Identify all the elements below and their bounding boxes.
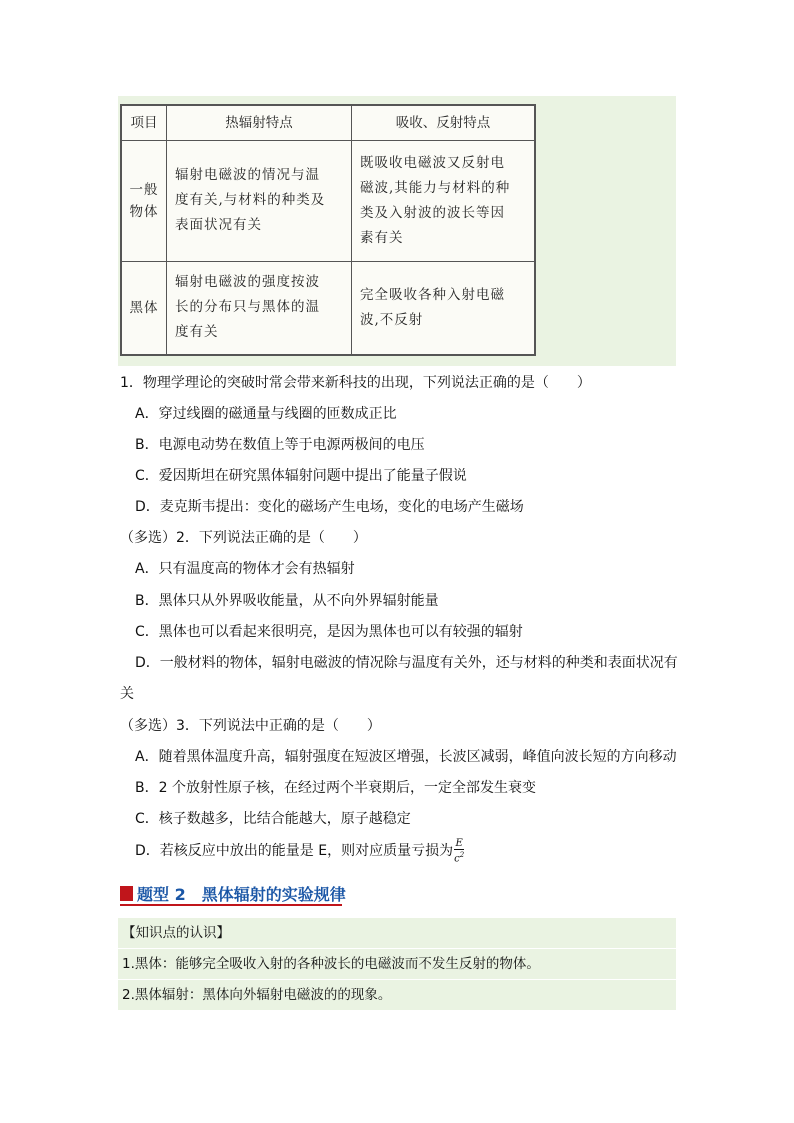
table-header-item: 项目 <box>122 106 167 141</box>
table-cell-item <box>122 141 167 262</box>
table-cell-thermal <box>167 261 352 354</box>
red-square-icon <box>120 886 133 901</box>
question-3-stem: （多选）3．下列说法中正确的是（ ） <box>120 718 381 734</box>
knowledge-item-1: 1.黑体：能够完全吸收入射的各种波长的电磁波而不发生反射的物体。 <box>122 956 540 972</box>
question-2-option-c: C．黑体也可以看起来很明亮，是因为黑体也可以有较强的辐射 <box>135 624 523 640</box>
section-title: 题型 2 黑体辐射的实验规律 <box>137 884 346 904</box>
cell-line: 类及入射波的波长等因 <box>360 204 505 221</box>
cell-line: 素有关 <box>360 229 404 246</box>
knowledge-header-row <box>118 918 676 948</box>
question-3-option-b: B．2 个放射性原子核，在经过两个半衰期后，一定全部发生衰变 <box>135 780 536 796</box>
question-3-option-c: C．核子数越多，比结合能越大，原子越稳定 <box>135 811 411 827</box>
cell-line: 度有关,与材料的种类及 <box>175 192 326 209</box>
question-3-option-d <box>135 838 464 864</box>
cell-line: 长的分布只与黑体的温 <box>175 299 320 316</box>
table-header-absorb: 吸收、反射特点 <box>352 106 535 141</box>
question-3-option-a: A．随着黑体温度升高，辐射强度在短波区增强，长波区减弱，峰值向波长短的方向移动 <box>135 749 677 765</box>
table-cell-thermal <box>167 141 352 262</box>
cell-line: 度有关 <box>175 324 219 341</box>
item-line: 一般 <box>129 181 159 198</box>
cell-line: 既吸收电磁波又反射电 <box>360 154 505 171</box>
question-2-stem: （多选）2．下列说法正确的是（ ） <box>120 530 367 546</box>
cell-line: 波,不反射 <box>360 311 424 328</box>
question-1-stem: 1．物理学理论的突破时常会带来新科技的出现，下列说法正确的是（ ） <box>120 375 591 391</box>
table-cell-absorb <box>352 261 535 354</box>
knowledge-item-row <box>118 980 676 1010</box>
heading-underline <box>120 904 342 906</box>
fraction-denominator <box>454 850 464 864</box>
radiation-comparison-table <box>120 104 536 356</box>
knowledge-item-row <box>118 949 676 979</box>
fraction-exponent: 2 <box>459 851 465 859</box>
fraction-denominator-base: c <box>454 853 460 865</box>
knowledge-header: 【知识点的认识】 <box>122 925 230 941</box>
cell-line: 完全吸收各种入射电磁 <box>360 286 505 303</box>
question-1-option-c: C．爱因斯坦在研究黑体辐射问题中提出了能量子假说 <box>135 468 467 484</box>
section-heading <box>120 882 346 904</box>
question-2-option-b: B．黑体只从外界吸收能量，从不向外界辐射能量 <box>135 593 439 609</box>
question-2-option-d-continuation: 关 <box>120 686 134 702</box>
item-line: 物体 <box>129 203 159 220</box>
table-cell-absorb <box>352 141 535 262</box>
table-row <box>122 141 535 262</box>
question-1-option-d: D．麦克斯韦提出：变化的磁场产生电场，变化的电场产生磁场 <box>135 499 524 515</box>
cell-line: 磁波,其能力与材料的种 <box>360 179 511 196</box>
fraction-numerator: E <box>455 838 463 849</box>
mass-defect-fraction <box>454 838 464 864</box>
table-header-row <box>122 106 535 141</box>
cell-line: 表面状况有关 <box>175 217 262 234</box>
question-1-option-b: B．电源电动势在数值上等于电源两极间的电压 <box>135 437 425 453</box>
question-1-option-a: A．穿过线圈的磁通量与线圈的匝数成正比 <box>135 406 397 422</box>
cell-line: 辐射电磁波的情况与温 <box>175 167 320 184</box>
option-d-text: D．若核反应中放出的能量是 E，则对应质量亏损为 <box>135 843 454 860</box>
question-2-option-a: A．只有温度高的物体才会有热辐射 <box>135 561 355 577</box>
table-cell-item: 黑体 <box>122 261 167 354</box>
cell-line: 辐射电磁波的强度按波 <box>175 274 320 291</box>
table-header-thermal: 热辐射特点 <box>167 106 352 141</box>
question-2-option-d: D．一般材料的物体，辐射电磁波的情况除与温度有关外，还与材料的种类和表面状况有 <box>135 655 678 671</box>
knowledge-item-2: 2.黑体辐射：黑体向外辐射电磁波的的现象。 <box>122 987 392 1003</box>
table-row <box>122 261 535 354</box>
